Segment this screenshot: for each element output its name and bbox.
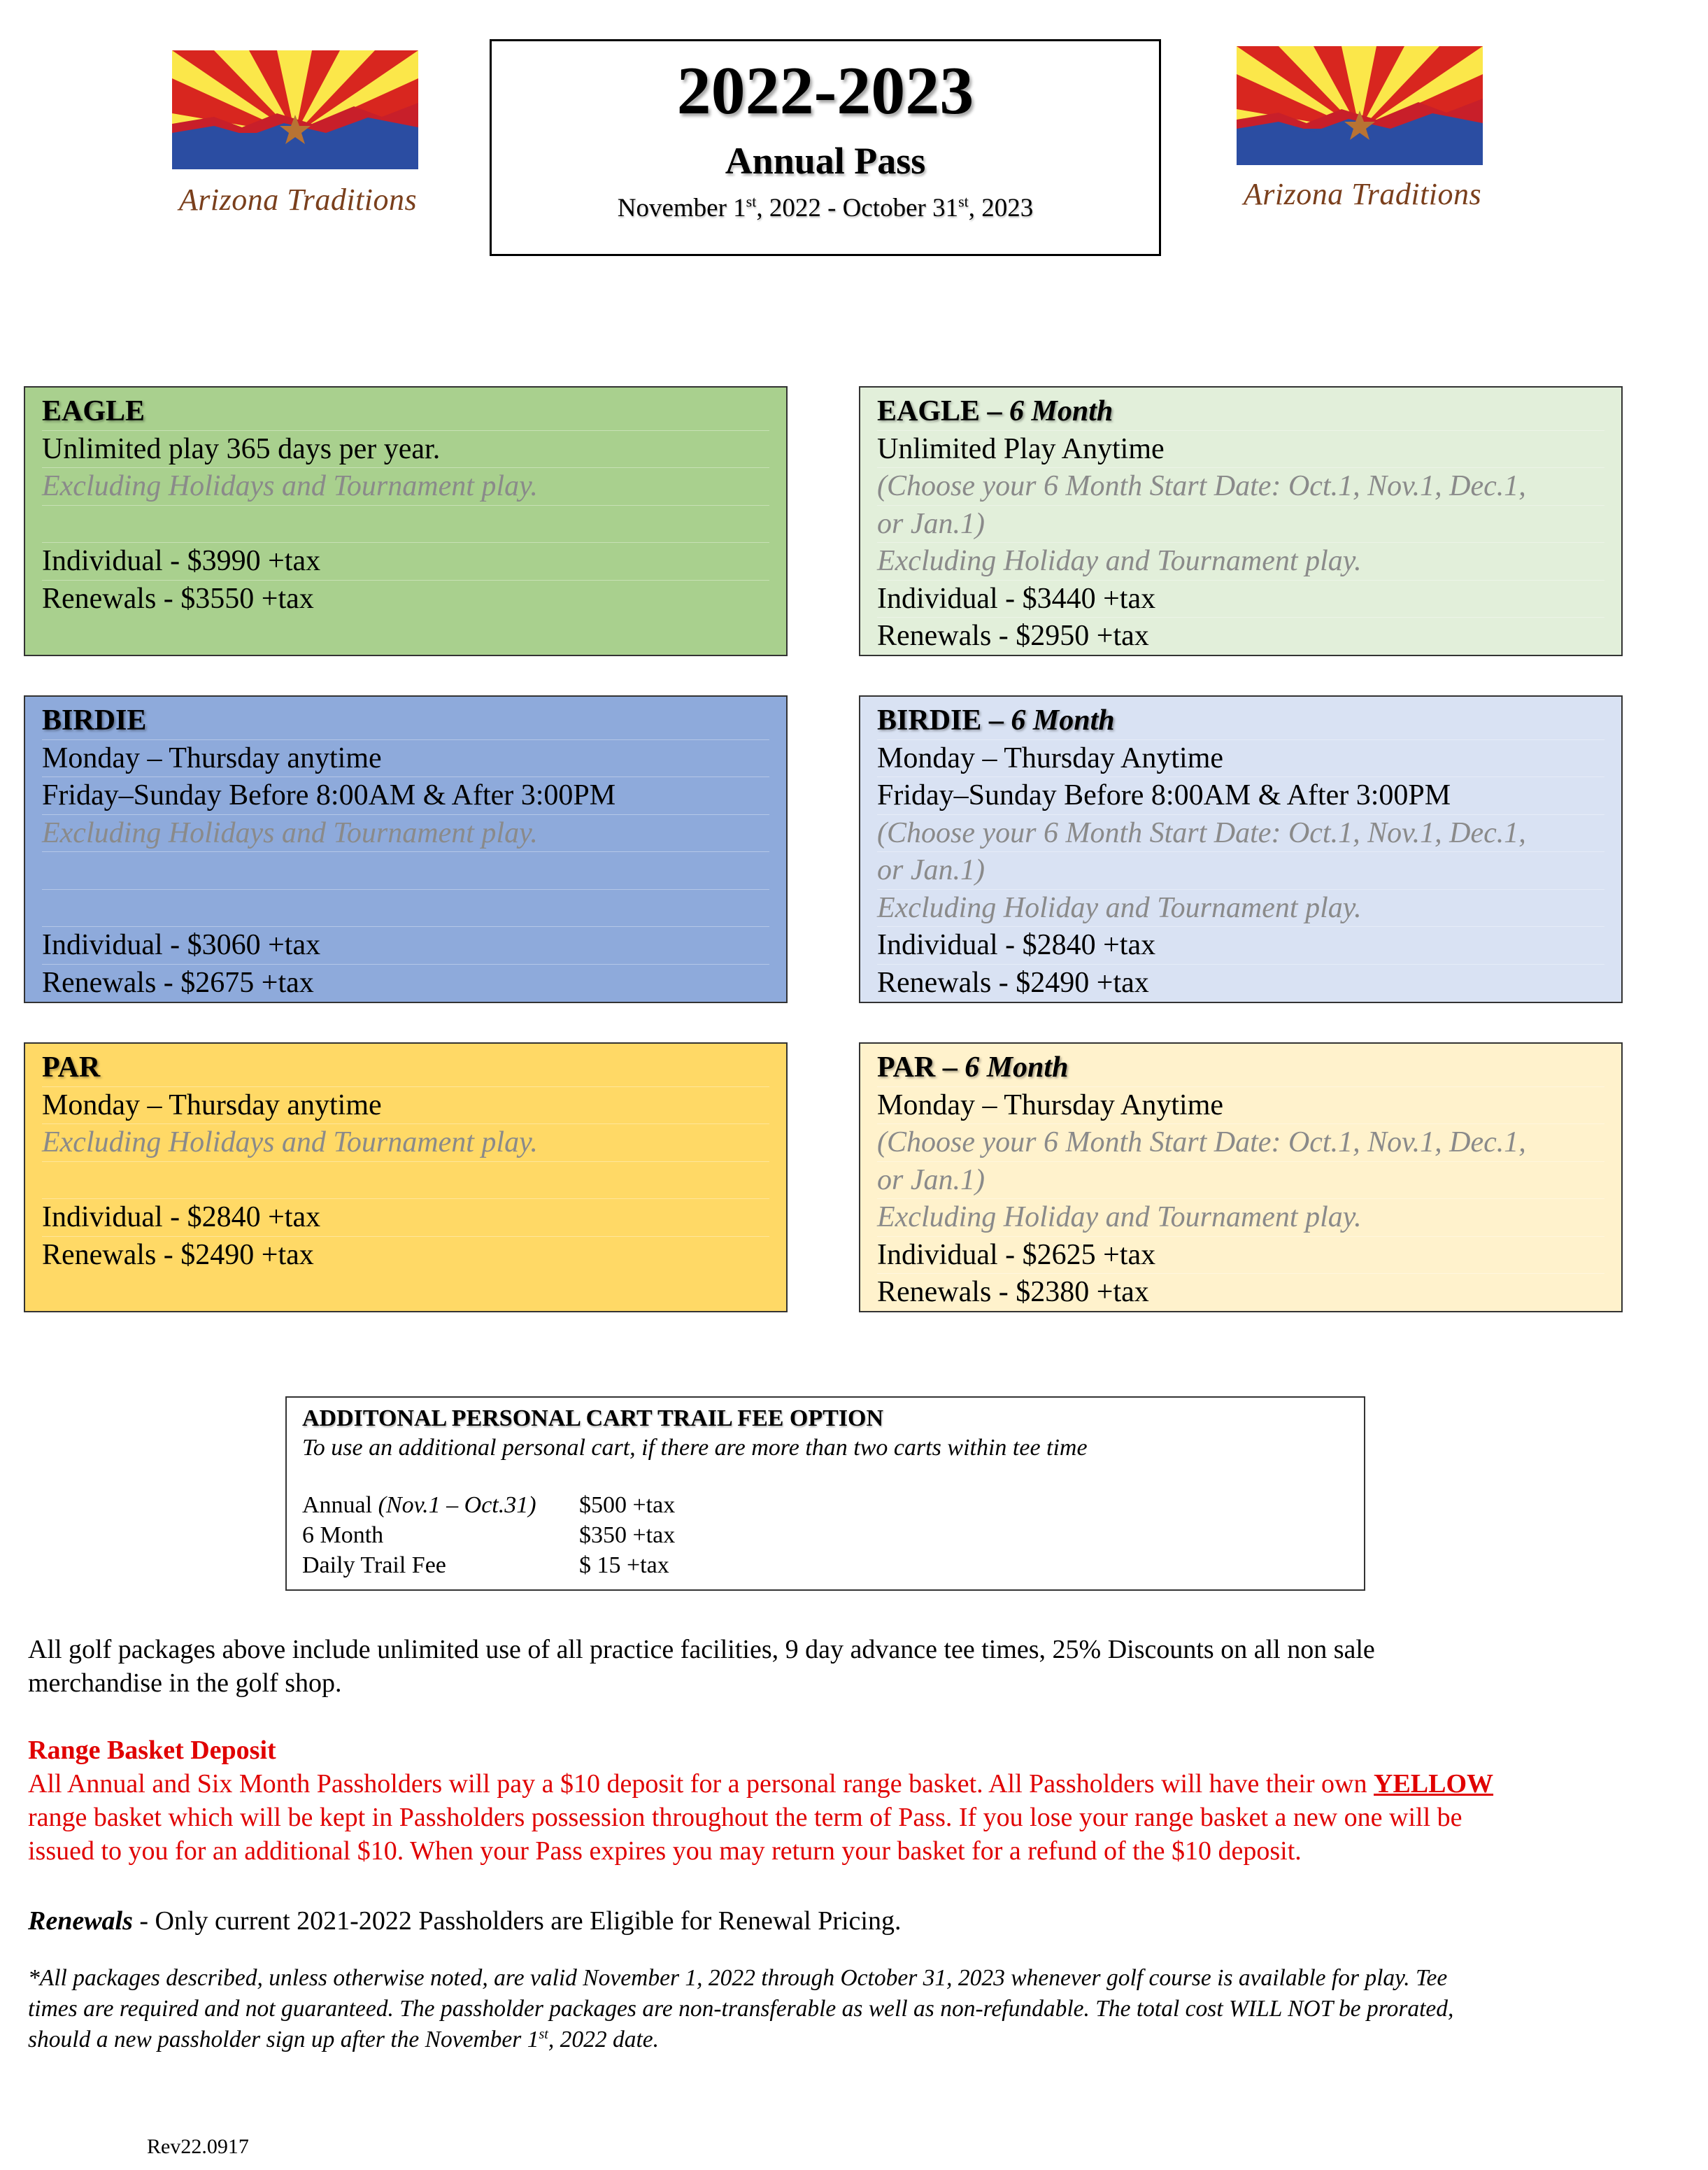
pass-note: Excluding Holiday and Tournament play. — [877, 890, 1604, 928]
pass-par-6-month — [859, 1042, 1623, 1312]
pass-eagle-6-month — [859, 386, 1623, 656]
pass-start-date-choice-cont: or Jan.1) — [877, 1162, 1604, 1200]
title-box — [490, 39, 1161, 256]
pass-description-weekend: Friday–Sunday Before 8:00AM & After 3:00PM — [877, 777, 1604, 815]
pass-description: Unlimited play 365 days per year. — [42, 431, 769, 469]
pass-renewal-price: Renewals - $2490 +tax — [877, 966, 1149, 999]
pass-note: Excluding Holiday and Tournament play. — [877, 1199, 1604, 1237]
pass-birdie — [24, 695, 788, 1003]
pass-start-date-choice-cont: or Jan.1) — [877, 506, 1604, 544]
pass-renewal-price: Renewals - $2950 +tax — [877, 620, 1149, 652]
cart-fee-price: $350 +tax — [579, 1522, 676, 1548]
pass-start-date-choice: (Choose your 6 Month Start Date: Oct.1, Nov.1, Dec.1, — [877, 815, 1604, 853]
pass-renewal-price: Renewals - $2490 +tax — [42, 1238, 314, 1271]
pass-name: EAGLE – 6 Month — [877, 393, 1604, 431]
pass-start-date-choice: (Choose your 6 Month Start Date: Oct.1, Nov.1, Dec.1, — [877, 468, 1604, 506]
pass-description: Monday – Thursday anytime — [42, 1087, 769, 1125]
pass-name: BIRDIE — [42, 702, 769, 740]
pass-individual-price: Individual - $2840 +tax — [42, 1199, 769, 1237]
renewals-label: Renewals — [28, 1906, 133, 1936]
pass-name: BIRDIE – 6 Month — [877, 702, 1604, 740]
pass-name: PAR — [42, 1049, 769, 1087]
cart-fee-price: $ 15 +tax — [579, 1552, 669, 1578]
pass-description: Monday – Thursday Anytime — [877, 740, 1604, 778]
range-basket-title: Range Basket Deposit — [28, 1736, 276, 1765]
logo-text: Arizona Traditions — [178, 183, 418, 217]
cart-fee-price: $500 +tax — [579, 1492, 676, 1518]
pass-individual-price: Individual - $3060 +tax — [42, 927, 769, 965]
pass-start-date-choice-cont: or Jan.1) — [877, 852, 1604, 890]
logo-text: Arizona Traditions — [1243, 177, 1482, 211]
pass-individual-price: Individual - $2625 +tax — [877, 1237, 1604, 1275]
cart-fee-row-annual: Annual (Nov.1 – Oct.31) $500 +tax — [302, 1490, 1348, 1520]
pass-renewal-price: Renewals - $2380 +tax — [877, 1276, 1149, 1308]
arizona-traditions-logo-right — [1237, 46, 1488, 228]
pass-dates: November 1st, 2022 - October 31st, 2023 — [617, 192, 1034, 222]
pass-note: Excluding Holidays and Tournament play. — [42, 1124, 769, 1162]
fine-print: *All packages described, unless otherwise noted, are valid November 1, 2022 through October 31, 2023 whenever golf course is available for play. Tee times are required and not guaranteed. The passholder packages are non-transferable as well as non-refundable. The total cost WILL NOT be prorated, should a new passholder sign up after the November 1st, 2022 date. — [28, 1965, 1454, 2052]
pass-individual-price: Individual - $3990 +tax — [42, 543, 769, 581]
pass-description: Monday – Thursday Anytime — [877, 1087, 1604, 1125]
pass-name: EAGLE — [42, 393, 769, 431]
cart-trail-fee-box — [285, 1396, 1365, 1591]
pass-note: Excluding Holidays and Tournament play. — [42, 815, 769, 853]
page-subtitle: Annual Pass — [725, 140, 926, 182]
renewals-paragraph: Renewals - Only current 2021-2022 Passholders are Eligible for Renewal Pricing. — [28, 1906, 902, 1936]
pass-name: PAR – 6 Month — [877, 1049, 1604, 1087]
pass-par — [24, 1042, 788, 1312]
revision-label: Rev22.0917 — [147, 2135, 249, 2158]
range-basket-section: Range Basket Deposit All Annual and Six Month Passholders will pay a $10 deposit for a personal range basket. All Passholders will have their own YELLOW range basket which will be kept in Passholders possession throughout the term of Pass. If you lose your range basket a new one will be issued to you for an additional $10. When your Pass expires you may return your basket for a refund of the $10 deposit. — [28, 1733, 1679, 1868]
cart-fee-row-daily: Daily Trail Fee $ 15 +tax — [302, 1550, 1348, 1580]
pass-description: Monday – Thursday anytime — [42, 740, 769, 778]
yellow-word: YELLOW — [1374, 1769, 1494, 1799]
pass-note: Excluding Holiday and Tournament play. — [877, 543, 1604, 581]
pass-renewal-price: Renewals - $2675 +tax — [42, 966, 314, 999]
pass-eagle — [24, 386, 788, 656]
pass-description-weekend: Friday–Sunday Before 8:00AM & After 3:00PM — [42, 777, 769, 815]
packages-paragraph: All golf packages above include unlimited use of all practice facilities, 9 day advance tee times, 25% Discounts on all non sale merchandise in the golf shop. — [28, 1635, 1375, 1698]
cart-fee-title: ADDITONAL PERSONAL CART TRAIL FEE OPTION — [302, 1405, 884, 1431]
pass-start-date-choice: (Choose your 6 Month Start Date: Oct.1, Nov.1, Dec.1, — [877, 1124, 1604, 1162]
cart-fee-subtitle: To use an additional personal cart, if there are more than two carts within tee time — [302, 1435, 1088, 1461]
pass-renewal-price: Renewals - $3550 +tax — [42, 582, 314, 615]
pass-birdie-6-month — [859, 695, 1623, 1003]
page-title: 2022-2023 — [676, 53, 974, 129]
arizona-flag-icon — [1237, 46, 1483, 165]
pass-note: Excluding Holidays and Tournament play. — [42, 468, 769, 506]
cart-fee-row-6-month: 6 Month $350 +tax — [302, 1520, 1348, 1550]
pass-individual-price: Individual - $3440 +tax — [877, 581, 1604, 618]
pass-description: Unlimited Play Anytime — [877, 431, 1604, 469]
pass-individual-price: Individual - $2840 +tax — [877, 927, 1604, 965]
arizona-traditions-logo-left — [172, 50, 424, 232]
arizona-flag-icon — [172, 50, 418, 169]
